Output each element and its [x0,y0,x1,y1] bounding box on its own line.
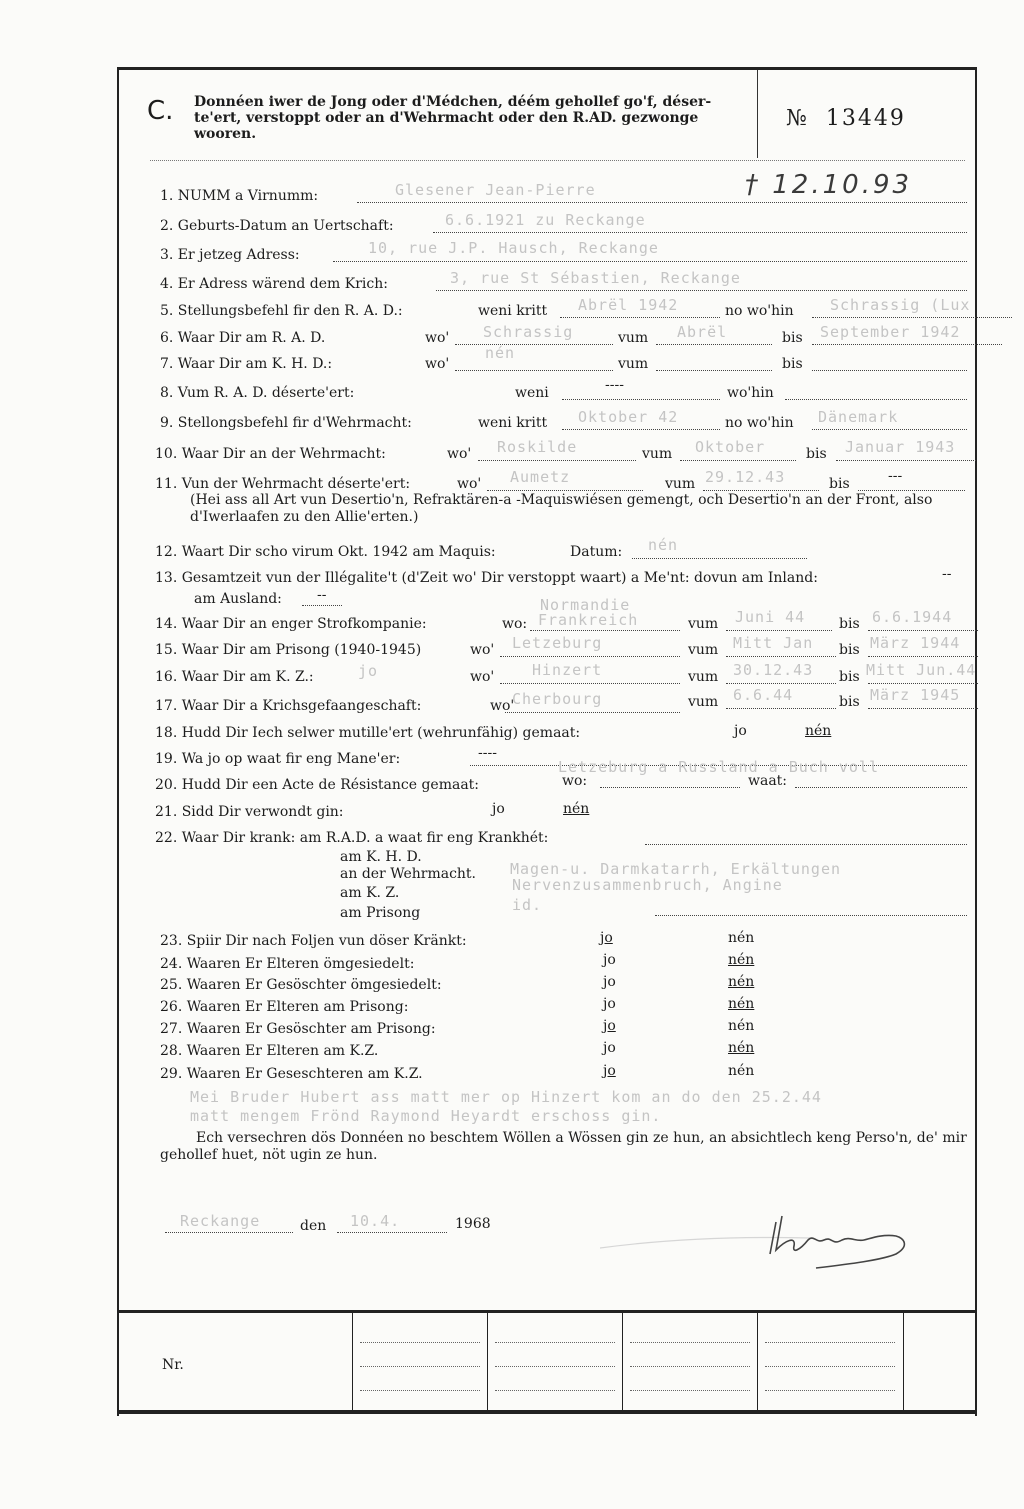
field-7-bis-line [812,370,967,371]
field-8-wohin: wo'hin [727,385,774,401]
header-dotted-rule [150,160,965,161]
field-28-jo[interactable]: jo [603,1040,616,1056]
field-9-wohin-value[interactable]: Dänemark [818,408,899,426]
field-8-label: 8. Vum R. A. D. déserte'ert: [160,385,355,401]
field-22-line-1 [645,844,967,845]
field-15-wo-value[interactable]: Letzeburg [512,634,603,652]
field-10-label: 10. Waar Dir an der Wehrmacht: [155,446,386,462]
field-14-vum-value[interactable]: Juni 44 [735,608,806,626]
field-10-vum-line [680,460,796,461]
field-15-bis-line [868,656,978,657]
field-17-vum-line [726,708,836,709]
field-12-datum-value[interactable]: nén [648,536,679,554]
field-15-vum-value[interactable]: Mitt Jan [733,634,814,652]
field-29-label: 29. Waaren Er Geseschteren am K.Z. [160,1066,423,1082]
field-20-label: 20. Hudd Dir een Acte de Résistance gemaat: [155,777,480,793]
field-16-bis-line [868,683,978,684]
field-17-bis-value[interactable]: März 1945 [870,686,961,704]
field-25-nen[interactable]: nén [728,974,755,990]
field-22-sub-kz: am K. Z. [340,885,400,901]
field-11-vum-line [703,490,819,491]
field-17-label: 17. Waar Dir a Krichsgefaangeschaft: [155,698,422,714]
field-15-vum: vum [688,642,719,658]
field-5-wohin-value[interactable]: Schrassig (Lux [830,296,971,314]
field-23-nen[interactable]: nén [728,930,755,946]
field-11-vum: vum [665,476,696,492]
field-11-wo-line [487,490,643,491]
field-15-label: 15. Waar Dir am Prisong (1940-1945) [155,642,422,658]
field-9-weni-value[interactable]: Oktober 42 [578,408,679,426]
field-7-vum: vum [618,356,649,372]
field-5-weni-value[interactable]: Abrël 1942 [578,296,679,314]
field-14-bis: bis [839,616,860,632]
field-15-wo: wo' [470,642,495,658]
field-6-label: 6. Waar Dir am R. A. D. [160,330,326,346]
footer-col-2 [487,1313,488,1410]
field-20-value[interactable]: Letzeburg a Russland a Buch voll [558,758,879,776]
number-sign: № [786,106,808,131]
field-17-vum: vum [688,694,719,710]
year-label: 1968 [455,1216,491,1232]
number-value: 13449 [825,106,906,131]
field-11-vum-value[interactable]: 29.12.43 [705,468,786,486]
field-10-bis: bis [806,446,827,462]
field-10-wo-line [478,460,636,461]
section-letter: C. [147,96,174,126]
field-11-wo-value[interactable]: Aumetz [510,468,571,486]
field-12-datum-line [632,558,807,559]
field-26-label: 26. Waaren Er Elteren am Prisong: [160,999,409,1015]
field-6-vum-line [656,344,772,345]
field-11-label: 11. Vun der Wehrmacht déserte'ert: [155,476,411,492]
field-22-value-2[interactable]: Nervenzusammenbruch, Angine [512,876,783,894]
field-5-wohin: no wo'hin [725,303,794,319]
remark-line-2: matt mengem Frönd Raymond Heyardt erschoss gin. [190,1107,662,1125]
place-line [165,1232,293,1233]
field-7-wo-value[interactable]: nén [485,344,516,362]
field-10-bis-line [836,460,976,461]
footer-dot [630,1342,750,1343]
field-27-label: 27. Waaren Er Gesöschter am Prisong: [160,1021,436,1037]
field-10-wo-value[interactable]: Roskilde [497,438,578,456]
field-16-vum-value[interactable]: 30.12.43 [733,661,814,679]
field-5-label: 5. Stellungsbefehl fir den R. A. D.: [160,303,403,319]
field-20-wo: wo: [562,773,588,789]
field-6-bis-line [812,344,1002,345]
field-2-label: 2. Geburts-Datum an Uertschaft: [160,218,394,234]
field-22-label: 22. Waar Dir krank: am R.A.D. a waat fir eng Krankhét: [155,830,549,846]
field-19-value[interactable]: ---- [478,745,497,761]
field-20-waat-line [795,787,967,788]
field-10-vum-value[interactable]: Oktober [695,438,766,456]
field-16-wo-value[interactable]: Hinzert [532,661,603,679]
den-label: den [300,1218,327,1234]
field-6-wo-value[interactable]: Schrassig [483,323,574,341]
field-22-line-2 [655,915,967,916]
field-14-bis-line [868,630,978,631]
form-number [786,106,906,131]
field-11-bis-value[interactable]: --- [888,468,903,484]
field-2-value[interactable]: 6.6.1921 zu Reckange [445,211,646,229]
field-24-jo[interactable]: jo [603,952,616,968]
field-22-value-1[interactable]: Magen-u. Darmkatarrh, Erkältungen [510,860,842,878]
field-6-bis: bis [782,330,803,346]
field-4-line [436,290,967,291]
footer-dot [360,1366,480,1367]
field-17-bis: bis [839,694,860,710]
field-15-vum-line [726,656,836,657]
field-9-weni: weni kritt [478,415,548,431]
field-23-jo[interactable]: jo [600,930,613,946]
field-6-wo: wo' [425,330,450,346]
field-11-bis: bis [829,476,850,492]
footer-col-3 [622,1313,623,1410]
field-10-wo: wo' [447,446,472,462]
field-9-weni-line [562,429,720,430]
form-title: Donnéen iwer de Jong oder d'Médchen, déém gehollef go'f, déser- te'ert, verstoppt oder an d'Wehrmacht oder den R.AD. gezwonge wooren. [194,94,712,142]
field-9-wohin-line [812,429,967,430]
field-14-vum-line [726,630,832,631]
field-18-label: 18. Hudd Dir Iech selwer mutille'ert (wehrunfähig) gemaat: [155,725,581,741]
field-3-value[interactable]: 10, rue J.P. Hausch, Reckange [368,239,659,257]
field-25-label: 25. Waaren Er Gesöschter ömgesiedelt: [160,977,442,993]
field-17-wo-line [505,712,680,713]
field-14-wo-value[interactable]: Normandie [540,596,631,614]
field-22-value-3[interactable]: id. [512,896,543,914]
field-16-bis: bis [839,669,860,685]
field-14-wo: wo: [502,616,528,632]
field-18-jo[interactable]: jo [734,723,747,739]
field-21-jo[interactable]: jo [492,801,505,817]
field-11-wo: wo' [457,476,482,492]
footer-col-4 [757,1313,758,1410]
field-21-nen[interactable]: nén [563,801,590,817]
footer-dot [360,1342,480,1343]
field-16-vum-line [726,683,836,684]
field-3-line [333,261,967,262]
field-15-bis-value[interactable]: März 1944 [870,634,961,652]
field-17-bis-line [868,708,978,709]
field-11-note: (Hei ass all Art vun Desertio'n, Refraktären-a -Maquiswiésen gemengt, och Desertio'n an der Front, also d'Iwerlaafen zu den Allie'erten.) [190,492,933,525]
field-10-bis-value[interactable]: Januar 1943 [845,438,956,456]
remark-line-1: Mei Bruder Hubert ass matt mer op Hinzert kom an do den 25.2.44 [190,1088,822,1106]
field-5-weni: weni kritt [478,303,548,319]
field-16-bis-value[interactable]: Mitt Jun.44 [866,661,977,679]
field-8-weni-value[interactable]: ---- [605,377,624,393]
field-16-vum: vum [688,669,719,685]
date-line [337,1232,447,1233]
field-14-wo-value-2[interactable]: Frankreich [538,611,639,629]
field-21-label: 21. Sidd Dir verwondt gin: [155,804,344,820]
footer-col-1 [352,1313,353,1410]
footer-dot [495,1366,615,1367]
field-5-wohin-line [812,317,1012,318]
field-15-wo-line [500,656,680,657]
footer-dot [765,1342,895,1343]
footer-dot [630,1366,750,1367]
field-15-bis: bis [839,642,860,658]
field-1-line [357,202,967,203]
field-13-label: 13. Gesamtzeit vun der Illégalite't (d'Zeit wo' Dir verstoppt waart) a Me'nt: dovun am Inland: [155,570,818,586]
field-12-datum: Datum: [570,544,623,560]
field-24-nen[interactable]: nén [728,952,755,968]
field-27-jo[interactable]: jo [603,1018,616,1034]
footer-dot [495,1390,615,1391]
field-16-wo: wo' [470,669,495,685]
field-7-bis: bis [782,356,803,372]
field-29-nen[interactable]: nén [728,1063,755,1079]
field-6-vum: vum [618,330,649,346]
footer-dot [765,1366,895,1367]
field-8-wohin-line [785,399,967,400]
field-1-label: 1. NUMM a Virnumm: [160,188,319,204]
field-22-sub-khd: am K. H. D. [340,849,422,865]
field-1-handwritten-note: † 12.10.93 [745,170,913,200]
field-13-ausland-line [302,605,342,606]
field-26-jo[interactable]: jo [603,996,616,1012]
signature-image [600,1210,930,1280]
field-7-label: 7. Waar Dir am K. H. D.: [160,356,333,372]
field-16-wo-line [500,683,680,684]
field-17-wo-value[interactable]: Cherbourg [512,690,603,708]
field-14-bis-value[interactable]: 6.6.1944 [872,608,953,626]
footer-col-5 [903,1313,904,1410]
field-25-jo[interactable]: jo [603,974,616,990]
field-18-nen[interactable]: nén [805,723,832,739]
field-23-label: 23. Spiir Dir nach Foljen vun döser Kränkt: [160,933,467,949]
field-17-vum-value[interactable]: 6.6.44 [733,686,794,704]
field-29-jo[interactable]: jo [603,1063,616,1079]
header-separator [757,70,758,158]
field-14-label: 14. Waar Dir an enger Strofkompanie: [155,616,427,632]
field-22-sub-prisong: am Prisong [340,905,421,921]
field-26-nen[interactable]: nén [728,996,755,1012]
nr-label: Nr. [162,1357,184,1373]
field-20-wo-line [600,787,740,788]
bottom-rule [117,1410,977,1414]
field-28-label: 28. Waaren Er Elteren am K.Z. [160,1043,379,1059]
field-9-label: 9. Stellongsbefehl fir d'Wehrmacht: [160,415,412,431]
field-7-wo: wo' [425,356,450,372]
field-1-value[interactable]: Glesener Jean-Pierre [395,181,596,199]
field-14-vum: vum [688,616,719,632]
field-16-kz-value[interactable]: jo [358,662,379,680]
field-6-wo-line [455,344,613,345]
field-19-label: 19. Wa jo op waat fir eng Mane'er: [155,751,401,767]
field-10-vum: vum [642,446,673,462]
field-24-label: 24. Waaren Er Elteren ömgesiedelt: [160,956,415,972]
place-value[interactable]: Reckange [180,1212,261,1230]
field-13-ausland-value[interactable]: -- [317,587,327,603]
field-12-label: 12. Waart Dir scho virum Okt. 1942 am Maquis: [155,544,496,560]
field-16-label: 16. Waar Dir am K. Z.: [155,669,314,685]
field-7-vum-line [656,370,772,371]
field-5-weni-line [560,317,720,318]
field-11-bis-line [858,490,965,491]
field-3-label: 3. Er jetzeg Adress: [160,247,300,263]
field-14-wo-line [530,630,680,631]
footer-dot [495,1342,615,1343]
field-13-ausland: am Ausland: [194,591,282,607]
field-2-line [433,232,967,233]
date-value[interactable]: 10.4. [350,1212,401,1230]
field-6-bis-value[interactable]: September 1942 [820,323,961,341]
field-7-wo-line [455,370,613,371]
footer-dot [630,1390,750,1391]
footer-dot [765,1390,895,1391]
field-28-nen[interactable]: nén [728,1040,755,1056]
field-27-nen[interactable]: nén [728,1018,755,1034]
footer-table-top [117,1310,975,1313]
field-4-value[interactable]: 3, rue St Sébastien, Reckange [450,269,741,287]
field-20-waat: waat: [748,773,788,789]
field-6-vum-value[interactable]: Abrël [677,323,728,341]
field-4-label: 4. Er Adress wärend dem Krich: [160,276,388,292]
field-22-sub-wehrmacht: an der Wehrmacht. [340,866,477,882]
field-13-inland-value[interactable]: -- [942,566,952,582]
field-9-wohin: no wo'hin [725,415,794,431]
declaration-text: Ech versechren dös Donnéen no beschtem Wöllen a Wössen gin ze hun, an absichtlech keng Perso'n, de' mir gehollef huet, nöt ugin ze hun. [160,1130,967,1163]
field-8-weni: weni [515,385,549,401]
footer-dot [360,1390,480,1391]
field-8-weni-line [562,399,720,400]
field-17-wo: wo' [490,698,515,714]
